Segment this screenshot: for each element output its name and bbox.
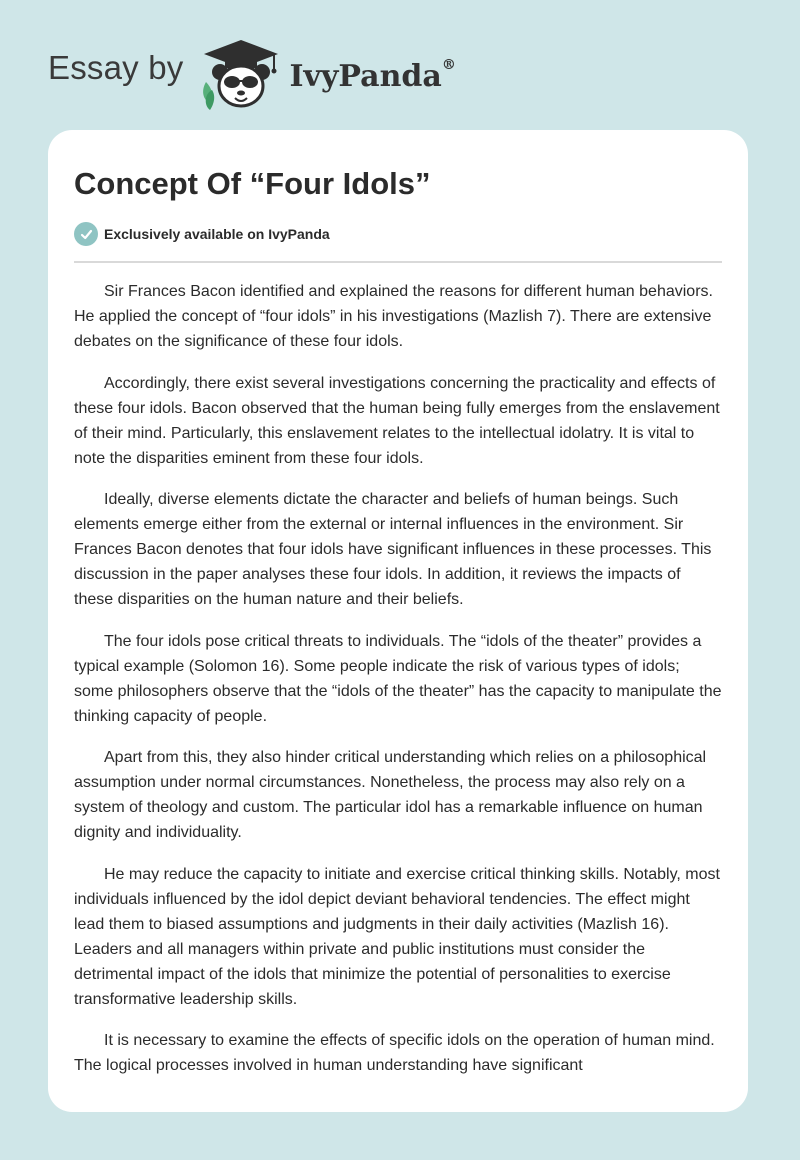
paragraph: It is necessary to examine the effects of specific idols on the operation of human mind. The logical processes involved in human understanding have significant <box>74 1032 715 1074</box>
exclusive-badge <box>74 222 330 246</box>
registered-mark: ® <box>441 56 456 73</box>
paragraph: Sir Frances Bacon identified and explained the reasons for different human behaviors. He applied the concept of “four idols” in his investigations (Mazlish 7). There are extensive debates on the significance of these four idols. <box>74 283 713 350</box>
paragraph: He may reduce the capacity to initiate and exercise critical thinking skills. Notably, most individuals influenced by the idol depict deviant behavioral tendencies. The effect might lead them to biased assumptions and judgments in their daily activities (Mazlish 16). Leaders and all managers within private and public institutions must consider the detrimental impact of the idols that minimize the potential of personalities to exercise transformative leadership skills. <box>74 865 720 1008</box>
paragraph: Apart from this, they also hinder critical understanding which relies on a philosophical assumption under normal circumstances. Nonetheless, the process may also rely on a system of theology and custom. The particular idol has a remarkable influence on human dignity and individuality. <box>74 749 707 841</box>
divider <box>74 261 722 263</box>
paragraph: Accordingly, there exist several investigations concerning the practicality and effects of these four idols. Bacon observed that the human being fully emerges from the enslavement of their mind. Particularly, this enslavement relates to the intellectual idolatry. It is vital to note the disparities eminent from these four idols. <box>74 374 720 467</box>
essay-by-label: Essay by <box>48 49 184 86</box>
essay-title: Concept Of “Four Idols” <box>74 166 431 201</box>
brand-name[interactable]: IvyPanda® <box>289 56 456 94</box>
site-header <box>48 34 456 114</box>
essay-body <box>74 279 722 1095</box>
paragraph: Ideally, diverse elements dictate the character and beliefs of human beings. Such elements emerge either from the external or internal influences in the environment. Sir Frances Bacon denotes that four idols have significant influences in these processes. This discussion in the paper analyses these four idols. In addition, it reviews the impacts of these disparities on the human nature and their beliefs. <box>74 491 712 608</box>
panda-graduation-cap-icon[interactable] <box>198 36 284 112</box>
essay-card <box>48 130 748 1112</box>
exclusive-badge-label: Exclusively available on IvyPanda <box>104 226 330 242</box>
paragraph: The four idols pose critical threats to individuals. The “idols of the theater” provides a typical example (Solomon 16). Some people indicate the risk of various types of idols; some philosophers observe that the “idols of the theater” has the capacity to manipulate the thinking capacity of people. <box>74 632 722 725</box>
check-circle-icon <box>74 222 98 246</box>
